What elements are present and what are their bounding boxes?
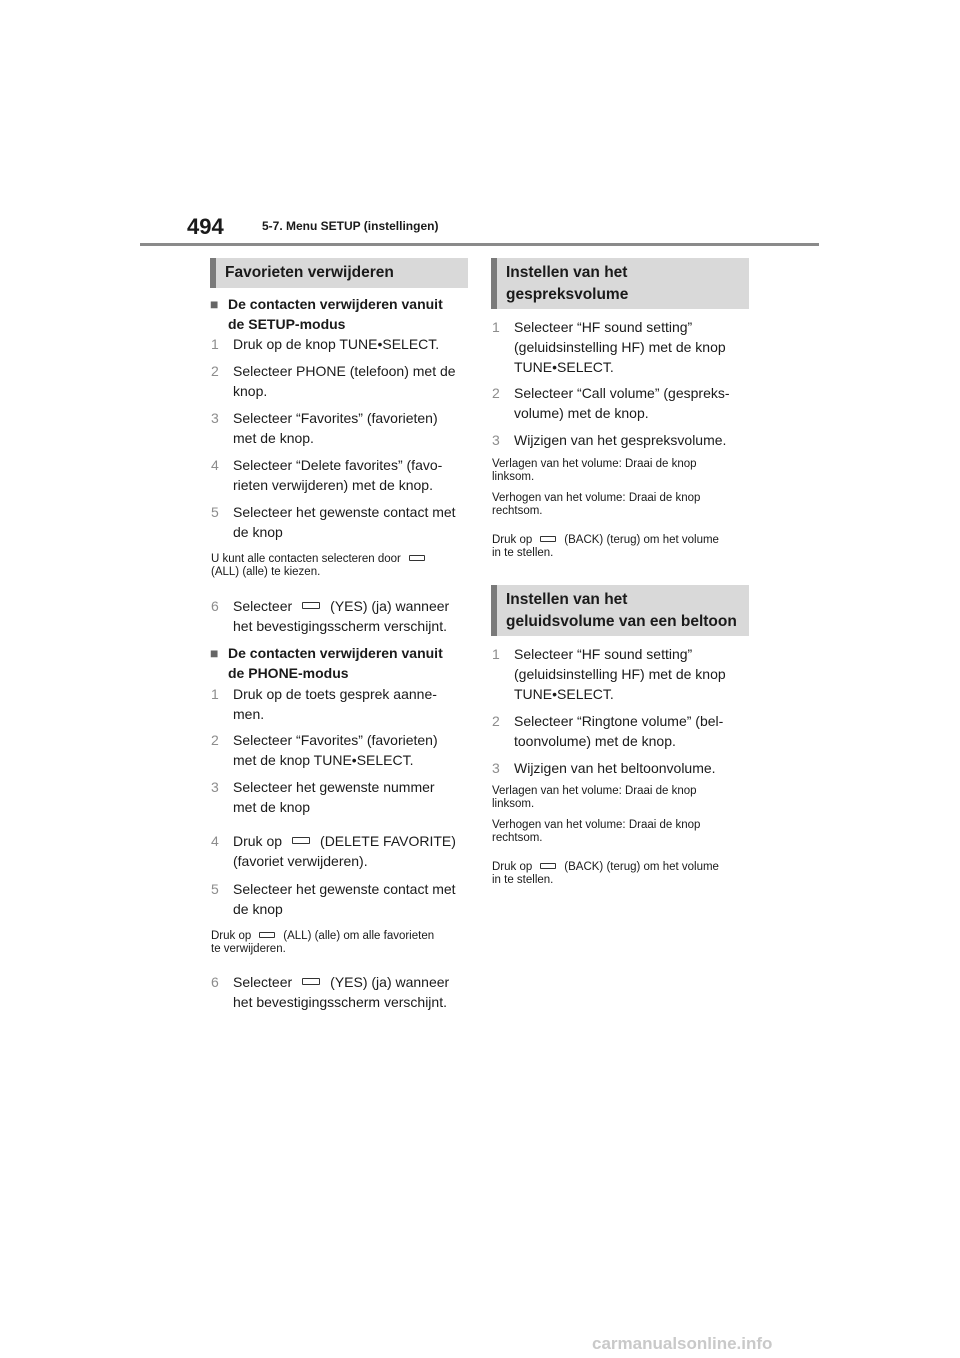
note: Druk op (BACK) (terug) om het volume in te stellen. xyxy=(492,861,719,886)
step-5: 5 Selecteer het gewenste contact met de knop xyxy=(211,881,456,917)
step-2: 2 Selecteer “Ringtone volume” (bel- toonvolume) met de knop. xyxy=(492,713,724,749)
section-box-gespreksvolume: Instellen van het gespreksvolume xyxy=(491,258,749,309)
step-3: 3 Selecteer “Favorites” (favorieten) met de knop. xyxy=(211,410,438,446)
note: Verlagen van het volume: Draai de knop linksom. xyxy=(492,458,697,483)
note: Verlagen van het volume: Draai de knop linksom. xyxy=(492,785,697,810)
header-rule xyxy=(140,243,819,246)
button-symbol-icon xyxy=(409,555,425,561)
watermark: carmanualsonline.info xyxy=(592,1334,773,1353)
step-1: 1 Druk op de toets gesprek aanne- men. xyxy=(211,686,437,722)
button-symbol-icon xyxy=(302,978,320,985)
step-6: 6 Selecteer (YES) (ja) wanneer het bevestigingsscherm verschijnt. xyxy=(211,598,450,634)
button-symbol-icon xyxy=(292,837,310,844)
step-4: 4 Selecteer “Delete favorites” (favo- rieten verwijderen) met de knop. xyxy=(211,457,443,493)
button-symbol-icon xyxy=(259,932,275,938)
step-3: 3 Selecteer het gewenste nummer met de knop xyxy=(211,779,435,815)
note: Verhogen van het volume: Draai de knop rechtsom. xyxy=(492,819,701,844)
section-box-favorieten xyxy=(210,258,468,288)
subheading-phone-mode: ■ De contacten verwijderen vanuit de PHONE-modus xyxy=(210,645,443,681)
section-box-beltoon: Instellen van het geluidsvolume van een beltoon xyxy=(491,585,749,636)
button-symbol-icon xyxy=(540,863,556,869)
running-head: 5-7. Menu SETUP (instellingen) xyxy=(262,219,439,233)
note: U kunt alle contacten selecteren door (ALL) (alle) te kiezen. xyxy=(211,553,433,579)
button-symbol-icon xyxy=(540,536,556,542)
note: Verhogen van het volume: Draai de knop rechtsom. xyxy=(492,492,701,517)
step-2: 2 Selecteer “Call volume” (gespreks- volume) met de knop. xyxy=(492,385,730,421)
step-5: 5 Selecteer het gewenste contact met de knop xyxy=(211,504,456,540)
step-1: 1 Selecteer “HF sound setting” (geluidsinstelling HF) met de knop TUNE•SELECT. xyxy=(492,646,726,702)
step-4: 4 Druk op (DELETE FAVORITE) (favoriet verwijderen). xyxy=(211,833,456,869)
square-bullet-icon: ■ xyxy=(210,645,219,661)
step-3: 3 Wijzigen van het gespreksvolume. xyxy=(492,432,727,448)
step-1: 1 Druk op de knop TUNE•SELECT. xyxy=(211,336,440,352)
note: Druk op (BACK) (terug) om het volume in te stellen. xyxy=(492,534,719,559)
section-title: Favorieten verwijderen xyxy=(225,264,394,281)
step-2: 2 Selecteer PHONE (telefoon) met de knop. xyxy=(211,363,456,399)
note: Druk op (ALL) (alle) om alle favorieten te verwijderen. xyxy=(211,930,435,955)
button-symbol-icon xyxy=(302,602,320,609)
step-3: 3 Wijzigen van het beltoonvolume. xyxy=(492,760,716,776)
step-1: 1 Selecteer “HF sound setting” (geluidsinstelling HF) met de knop TUNE•SELECT. xyxy=(492,319,726,375)
subheading-setup-mode: ■ De contacten verwijderen vanuit de SETUP-modus xyxy=(210,296,443,332)
page-number: 494 xyxy=(187,214,224,239)
step-2: 2 Selecteer “Favorites” (favorieten) met de knop TUNE•SELECT. xyxy=(211,732,438,768)
square-bullet-icon: ■ xyxy=(210,296,219,312)
step-6: 6 Selecteer (YES) (ja) wanneer het bevestigingsscherm verschijnt. xyxy=(211,974,450,1010)
